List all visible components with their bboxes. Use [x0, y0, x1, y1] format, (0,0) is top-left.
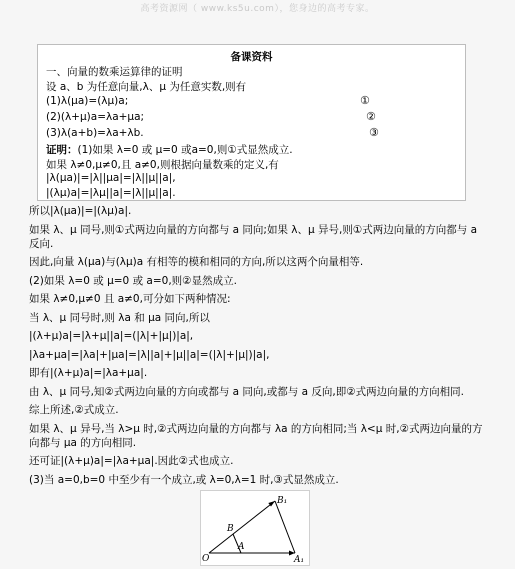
circle-mark-1: ①	[360, 94, 370, 107]
condition-line: 如果 λ≠0,μ≠0,且 a≠0,则根据向量数乘的定义,有	[46, 159, 279, 171]
label-o: O	[202, 554, 210, 564]
label-a1: A₁	[294, 555, 305, 565]
intro-line: 设 a、b 为任意向量,λ、μ 为任意实数,则有	[46, 81, 247, 93]
section-heading: 一、向量的数乘运算律的证明	[46, 66, 183, 78]
body-line: 如果 λ、μ 异号,当 λ>μ 时,②式两边向量的方向都与 λa 的方向相同;当 λ<μ 时,②式两边向量的方向都与 μa 的方向相同.	[29, 422, 483, 449]
triangle-diagram	[201, 491, 309, 565]
body-line: (2)如果 λ=0 或 μ=0 或 a=0,则②显然成立.	[29, 274, 237, 287]
law-1: (1)λ(μa)=(λμ)a;	[46, 95, 129, 107]
reference-box	[37, 44, 466, 201]
body-line: 还可证|(λ+μ)a|=|λa+μa|.因此②式也成立.	[29, 455, 234, 467]
body-line: |(λ+μ)a|=|λ+μ||a|=(|λ|+|μ|)|a|,	[29, 330, 194, 342]
circle-mark-2: ②	[366, 110, 376, 123]
box-title: 备课资料	[230, 51, 273, 63]
magnitude-line-2: |(λμ)a|=|λμ||a|=|λ||μ||a|.	[46, 187, 176, 199]
segment-b1-a1	[275, 501, 295, 553]
body-line: |λa+μa|=|λa|+|μa|=|λ||a|+|μ||a|=(|λ|+|μ|)|a|,	[29, 348, 270, 361]
triangle-figure	[200, 490, 310, 566]
body-line: 由 λ、μ 同号,知②式两边向量的方向或都与 a 同向,或都与 a 反向,即②式两边向量的方向相同.	[29, 385, 464, 398]
proof-label: 证明：	[46, 144, 78, 156]
label-b: B	[227, 524, 234, 534]
body-line: 如果 λ、μ 同号,则①式两边向量的方向都与 a 同向;如果 λ、μ 异号,则①式两边向量的方向都与 a 反向.	[29, 223, 478, 250]
label-b1: B₁	[277, 496, 288, 506]
circle-mark-3: ③	[369, 126, 379, 139]
label-a: A	[238, 542, 245, 552]
law-3: (3)λ(a+b)=λa+λb.	[46, 127, 144, 139]
body-line: 当 λ、μ 同号时,则 λa 和 μa 同向,所以	[29, 311, 210, 324]
law-2: (2)(λ+μ)a=λa+μa;	[46, 111, 145, 123]
page-header: 高考资源网（ www.ks5u.com），您身边的高考专家。	[140, 4, 375, 14]
body-line: (3)当 a=0,b=0 中至少有一个成立,或 λ=0,λ=1 时,③式显然成立.	[29, 473, 339, 486]
body-line: 综上所述,②式成立.	[29, 404, 119, 416]
body-line: 所以|λ(μa)|=|(λμ)a|.	[29, 205, 132, 217]
magnitude-line-1: |λ(μa)|=|λ||μa|=|λ||μ||a|,	[46, 172, 176, 184]
body-line: 因此,向量 λ(μa)与(λμ)a 有相等的模和相同的方向,所以这两个向量相等.	[29, 256, 364, 268]
proof-text: (1)如果 λ=0 或 μ=0 或a=0,则①式显然成立.	[77, 144, 293, 156]
document-body	[29, 204, 489, 491]
proof-line	[46, 142, 293, 157]
body-line: 即有|(λ+μ)a|=|λa+μa|.	[29, 367, 148, 379]
body-line: 如果 λ≠0,μ≠0 且 a≠0,可分如下两种情况:	[29, 293, 231, 305]
